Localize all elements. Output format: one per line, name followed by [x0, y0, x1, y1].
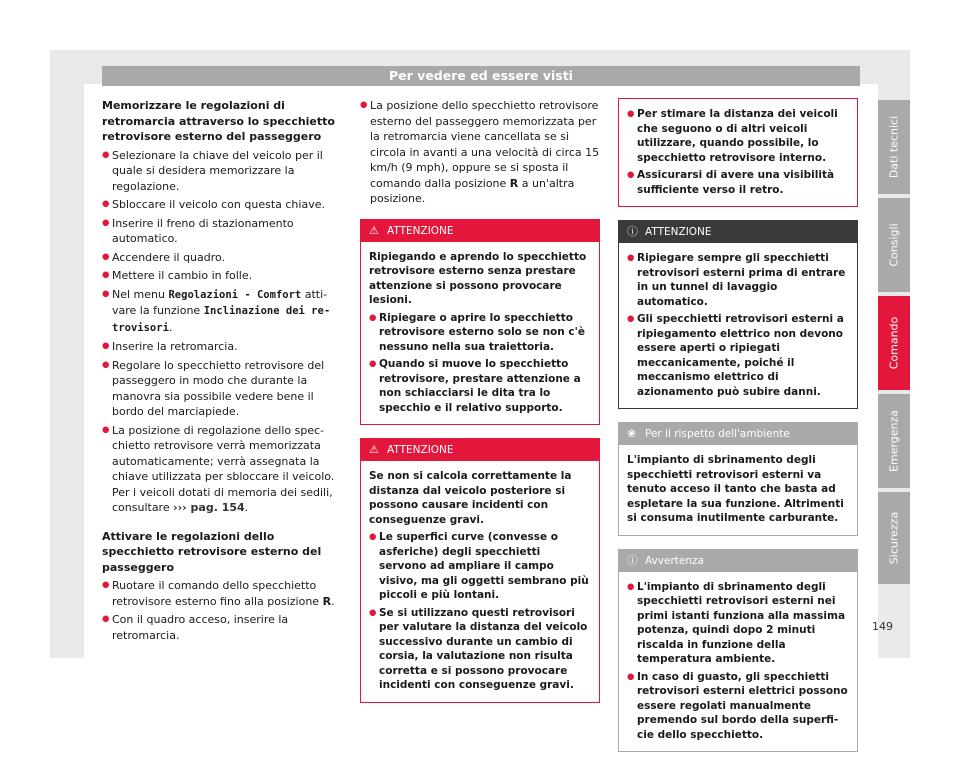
memory-text: . [244, 501, 249, 514]
environment-box [618, 422, 858, 536]
warning-title: ATTENZIONE [645, 226, 712, 238]
list-item: ● Le superfici curve (convesse o asferiche) degli specchietti servono ad ampliare il campo visivo, ma gli oggetti sembrano più piccoli e più lontani. [369, 530, 591, 603]
list-item: ● Regolare lo specchietto retrovisore del passeggero in modo che durante la manovra sia possibile vedere bene il bordo del marciapiede. [102, 358, 340, 420]
list-item: ● Inserire il freno di stazionamento automatico. [102, 216, 340, 247]
environment-title: Per il rispetto dell'ambiente [645, 428, 790, 440]
section-header: Per vedere ed essere visti [102, 66, 860, 86]
warning-box-body [361, 461, 599, 702]
warning-box-continued [618, 98, 858, 207]
tab-label: Consigli [887, 223, 901, 267]
list-item: ● Quando si muove lo specchietto retrovisore, prestare attenzione a non schiacciarsi le dita tra lo specchio e il relativo supporto. [369, 357, 591, 415]
tab-label: Comando [887, 316, 901, 370]
list-item: ● In caso di guasto, gli specchietti retrovisori esterni elettrici possono essere regolati manualmente premendo sul bordo della superficie dello specchietto. [627, 670, 849, 743]
warning-box-body [619, 99, 857, 206]
position-label: R [322, 594, 332, 608]
list-item: ● L'impianto di sbrinamento degli specchietti retrovisori esterni nei primi istanti funziona alla massima potenza, quindi dopo 2 minuti riscalda in funzione della temperatura ambiente. [627, 580, 849, 667]
step-text: Ruotare il comando dello specchietto retrovisore esterno fino alla posizione [112, 579, 323, 608]
warning-box-1 [360, 219, 600, 426]
section-heading-memorize: Memorizzare le regolazioni di retromarcia attraverso lo specchietto retrovisore esterno del passeggero [102, 99, 335, 143]
page-number: 149 [872, 620, 893, 633]
position-label: R [509, 176, 519, 190]
flower-icon: ❀ [627, 427, 637, 440]
list-item: ● Assicurarsi di avere una visibilità sufficiente verso il retro. [627, 168, 849, 197]
list-item: ● Se si utilizzano questi retrovisori per valutare la distanza del veicolo successivo durante un cambio di corsia, la valutazione non risulta corretta e si possono provocare incidenti con conseguenze gravi. [369, 606, 591, 693]
warning-box-3 [618, 220, 858, 409]
menu-text: Nel menu [112, 287, 169, 301]
menu-function: Inclinazione dei retrovisori [112, 305, 331, 334]
menu-text: attivare la funzione [112, 287, 328, 317]
column-middle [360, 98, 600, 716]
warning-title: ATTENZIONE [387, 444, 454, 456]
list-item-intro [360, 98, 600, 207]
tab-label: Dati tecnici [887, 115, 901, 179]
tab-emergenza[interactable] [878, 394, 910, 488]
list-item [102, 578, 340, 609]
step-text: . [331, 594, 335, 608]
warning-box-body [619, 243, 857, 408]
info-square-icon: ⓘ [627, 553, 638, 567]
warning-box-2 [360, 438, 600, 703]
environment-box-body [619, 445, 857, 535]
environment-text: L'impianto di sbrinamento degli specchietti retrovisori esterni va tenuto acceso il tanto che basta ad espletare la sua funzione. Altrimenti si consuma inutilmente carburante. [627, 454, 844, 524]
column-right [618, 98, 858, 765]
steps-list-1 [102, 148, 340, 284]
list-item: ● Inserire la retromarcia. [102, 339, 340, 355]
memory-text: La posizione di regolazione dello specchietto retrovisore verrà memorizzata automaticamente; verrà assegnata la chiave utilizzata per sbloccare il veicolo. Per i veicoli dotati di memoria dei sedili, consultare [112, 423, 335, 514]
list-item: ● Con il quadro acceso, inserire la retromarcia. [102, 612, 340, 643]
menu-text: . [168, 320, 173, 334]
tab-label: Emergenza [887, 410, 901, 472]
list-item: ● Ripiegare sempre gli specchietti retrovisori esterni prima di entrare in un tunnel di lavaggio automatico. [627, 251, 849, 309]
list-item: ● Per stimare la distanza dei veicoli che seguono o di altri veicoli utilizzare, quando possibile, lo specchietto retrovisore interno. [627, 107, 849, 165]
intro-text: La posizione dello specchietto retrovisore esterno del passeggero memorizzata per la retromarcia viene cancellata se si circola in avanti a una velocità di circa 15 km/h (9 mph), oppure se si sposta il comando dalla posizione [370, 99, 600, 190]
warning-box-header [361, 220, 599, 242]
list-item-memory [102, 423, 340, 516]
section-heading-activate: Attivare le regolazioni dello specchietto retrovisore esterno del passeggero [102, 529, 322, 574]
list-item-menu [102, 287, 340, 337]
warning-box-header [619, 221, 857, 243]
column-left [102, 98, 340, 646]
list-item: ● Ripiegare o aprire lo specchietto retrovisore esterno solo se non c'è nessuno nella sua traiettoria. [369, 311, 591, 355]
list-item: ● Selezionare la chiave del veicolo per il quale si desidera memorizzare la regolazione. [102, 148, 340, 195]
warning-title: ATTENZIONE [387, 224, 454, 237]
intro-text: a un'altra posizione. [370, 176, 575, 205]
warning-triangle-icon: ⚠ [369, 223, 379, 237]
warning-box-body [361, 242, 599, 425]
warning-intro: Ripiegando e aprendo lo specchietto retrovisore esterno senza prestare attenzione si possono provocare lesioni. [369, 250, 587, 306]
tab-comando[interactable] [878, 296, 910, 390]
note-title: Avvertenza [645, 554, 704, 567]
list-item: ● Accendere il quadro. [102, 250, 340, 266]
list-item: ● Sbloccare il veicolo con questa chiave. [102, 197, 340, 213]
tab-label: Sicurezza [887, 511, 901, 565]
note-box [618, 549, 858, 753]
list-item: ● Gli specchietti retrovisori esterni a ripiegamento elettrico non devono essere aperti o ripiegati meccanicamente, poiché il meccanismo elettrico di azionamento può subire danni. [627, 312, 849, 399]
environment-box-header [619, 423, 857, 445]
list-item: ● Mettere il cambio in folle. [102, 268, 340, 284]
warning-box-header [361, 439, 599, 461]
warning-intro: Se non si calcola correttamente la distanza dal veicolo posteriore si possono causare incidenti con conseguenze gravi. [369, 470, 572, 526]
warning-triangle-icon: ⚠ [369, 443, 379, 456]
note-box-header [619, 550, 857, 572]
page-reference-link[interactable]: ››› pag. 154 [173, 501, 245, 514]
tab-dati-tecnici[interactable] [878, 100, 910, 194]
tab-sicurezza[interactable] [878, 492, 910, 584]
note-box-body [619, 572, 857, 752]
info-circle-icon: ⓘ [627, 225, 638, 238]
tab-consigli[interactable] [878, 198, 910, 292]
menu-name: Regolazioni - Comfort [168, 288, 302, 301]
